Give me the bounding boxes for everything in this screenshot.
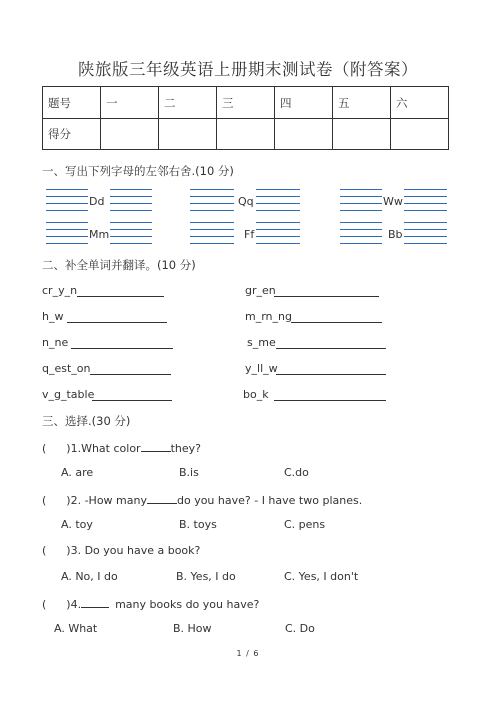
answer-line[interactable] [46, 210, 88, 211]
word-text: h_w [42, 310, 64, 323]
answer-line[interactable] [190, 196, 234, 197]
answer-line[interactable] [110, 222, 152, 223]
letter-ff: Ff [244, 228, 255, 241]
option-b[interactable]: B.is [179, 466, 199, 479]
answer-line[interactable] [46, 243, 88, 244]
answer-line[interactable] [190, 189, 234, 190]
question-text-after: they? [170, 442, 201, 455]
option-b[interactable]: B. Yes, I do [176, 570, 236, 583]
answer-line[interactable] [404, 210, 447, 211]
answer-line[interactable] [46, 229, 88, 230]
answer-line[interactable] [190, 229, 234, 230]
translation-blank[interactable] [67, 322, 167, 323]
word-item [243, 388, 269, 401]
option-c[interactable]: C. pens [284, 518, 326, 531]
option-c[interactable]: C. Yes, I don't [284, 570, 359, 583]
answer-line[interactable] [340, 236, 382, 237]
score-row-label: 得分 [43, 119, 101, 150]
word-item [42, 362, 91, 375]
word-text: q_est_on [42, 362, 91, 375]
score-header-cell: 题号 [43, 87, 101, 119]
answer-line[interactable] [190, 236, 234, 237]
score-header-cell: 四 [275, 87, 333, 119]
score-cell[interactable] [101, 119, 159, 150]
letter-ww: Ww [383, 195, 403, 208]
letter-bb: Bb [388, 228, 403, 241]
answer-line[interactable] [404, 196, 447, 197]
translation-blank[interactable] [291, 322, 382, 323]
word-item [42, 336, 68, 349]
answer-line[interactable] [404, 243, 447, 244]
option-b[interactable]: B. toys [179, 518, 217, 531]
answer-line[interactable] [404, 203, 447, 204]
answer-line[interactable] [190, 210, 234, 211]
score-cell[interactable] [159, 119, 217, 150]
answer-line[interactable] [256, 229, 300, 230]
option-b[interactable]: B. How [173, 622, 212, 635]
question-3 [42, 544, 200, 557]
question-text: )4. [66, 598, 82, 611]
answer-line[interactable] [110, 236, 152, 237]
answer-line[interactable] [110, 189, 152, 190]
word-item [42, 388, 94, 401]
answer-line[interactable] [404, 236, 447, 237]
page-title: 陕旅版三年级英语上册期末测试卷（附答案） [78, 60, 418, 79]
score-header-cell: 二 [159, 87, 217, 119]
translation-blank[interactable] [274, 400, 386, 401]
word-text: cr_y_n [42, 284, 78, 297]
answer-line[interactable] [46, 222, 88, 223]
question-text-after: many books do you have? [115, 598, 260, 611]
answer-paren-open: ( [42, 442, 47, 455]
translation-blank[interactable] [274, 296, 379, 297]
answer-line[interactable] [190, 203, 234, 204]
score-table [42, 86, 449, 150]
answer-line[interactable] [46, 203, 88, 204]
score-cell[interactable] [333, 119, 391, 150]
section3-heading: 三、选择.(30 分) [42, 414, 131, 428]
word-item [42, 284, 77, 297]
letter-mm: Mm [89, 228, 110, 241]
answer-line[interactable] [256, 236, 300, 237]
answer-line[interactable] [340, 229, 382, 230]
question-2 [42, 492, 362, 507]
translation-blank[interactable] [276, 374, 386, 375]
answer-line[interactable] [256, 203, 300, 204]
answer-line[interactable] [404, 189, 447, 190]
word-text: s_me [247, 336, 276, 349]
answer-line[interactable] [110, 229, 152, 230]
word-text: bo_k [243, 388, 269, 401]
answer-line[interactable] [190, 243, 234, 244]
option-a[interactable]: A. are [61, 466, 94, 479]
answer-line[interactable] [46, 196, 88, 197]
question-blank[interactable] [81, 596, 109, 608]
option-a[interactable]: A. What [54, 622, 98, 635]
question-text: )1.What color [66, 442, 141, 455]
score-cell[interactable] [217, 119, 275, 150]
score-cell[interactable] [391, 119, 449, 150]
score-header-cell: 五 [333, 87, 391, 119]
question-blank[interactable] [147, 492, 177, 504]
answer-line[interactable] [404, 222, 447, 223]
letter-qq: Qq [238, 195, 254, 208]
answer-paren-open: ( [42, 544, 47, 557]
option-a[interactable]: A. toy [61, 518, 93, 531]
word-text: v_g_table [42, 388, 95, 401]
question-1 [42, 440, 201, 455]
option-a[interactable]: A. No, I do [61, 570, 118, 583]
answer-line[interactable] [110, 210, 152, 211]
question-blank[interactable] [141, 440, 171, 452]
answer-line[interactable] [256, 189, 300, 190]
word-item [245, 362, 278, 375]
score-cell[interactable] [275, 119, 333, 150]
score-header-cell: 一 [101, 87, 159, 119]
section1-heading: 一、写出下列字母的左邻右舍.(10 分) [42, 164, 234, 178]
word-item [247, 336, 276, 349]
answer-line[interactable] [256, 210, 300, 211]
answer-line[interactable] [404, 229, 447, 230]
page-number: 1 / 6 [236, 649, 260, 658]
answer-paren-open: ( [42, 494, 47, 507]
word-item [42, 310, 63, 323]
score-header-cell: 三 [217, 87, 275, 119]
answer-line[interactable] [340, 203, 382, 204]
answer-line[interactable] [110, 196, 152, 197]
word-text: n_ne [42, 336, 69, 349]
translation-blank[interactable] [90, 374, 171, 375]
answer-line[interactable] [340, 196, 382, 197]
answer-line[interactable] [340, 189, 382, 190]
translation-blank[interactable] [276, 348, 386, 349]
answer-line[interactable] [46, 236, 88, 237]
section2-heading: 二、补全单词并翻译。(10 分) [42, 258, 196, 272]
question-4 [42, 596, 259, 611]
word-item [245, 284, 276, 297]
answer-line[interactable] [340, 210, 382, 211]
answer-line[interactable] [256, 243, 300, 244]
answer-paren-open: ( [42, 598, 47, 611]
answer-line[interactable] [256, 222, 300, 223]
word-text: y_ll_w [245, 362, 278, 375]
score-table-score-row [43, 119, 449, 150]
score-table-header-row [43, 87, 449, 119]
answer-line[interactable] [340, 222, 382, 223]
word-text: gr_en [245, 284, 276, 297]
question-text: )2. -How many [66, 494, 147, 507]
answer-line[interactable] [110, 243, 152, 244]
option-c[interactable]: C.do [284, 466, 309, 479]
option-c[interactable]: C. Do [285, 622, 315, 635]
answer-line[interactable] [190, 222, 234, 223]
score-header-cell: 六 [391, 87, 449, 119]
word-text: m_rn_ng [245, 310, 292, 323]
translation-blank[interactable] [92, 400, 172, 401]
word-item [245, 310, 292, 323]
question-text: )3. Do you have a book? [66, 544, 201, 557]
answer-line[interactable] [256, 196, 300, 197]
translation-blank[interactable] [71, 348, 173, 349]
answer-line[interactable] [340, 243, 382, 244]
answer-line[interactable] [110, 203, 152, 204]
answer-line[interactable] [46, 189, 88, 190]
translation-blank[interactable] [77, 296, 164, 297]
letter-dd: Dd [89, 195, 105, 208]
question-text-after: do you have? - I have two planes. [176, 494, 363, 507]
